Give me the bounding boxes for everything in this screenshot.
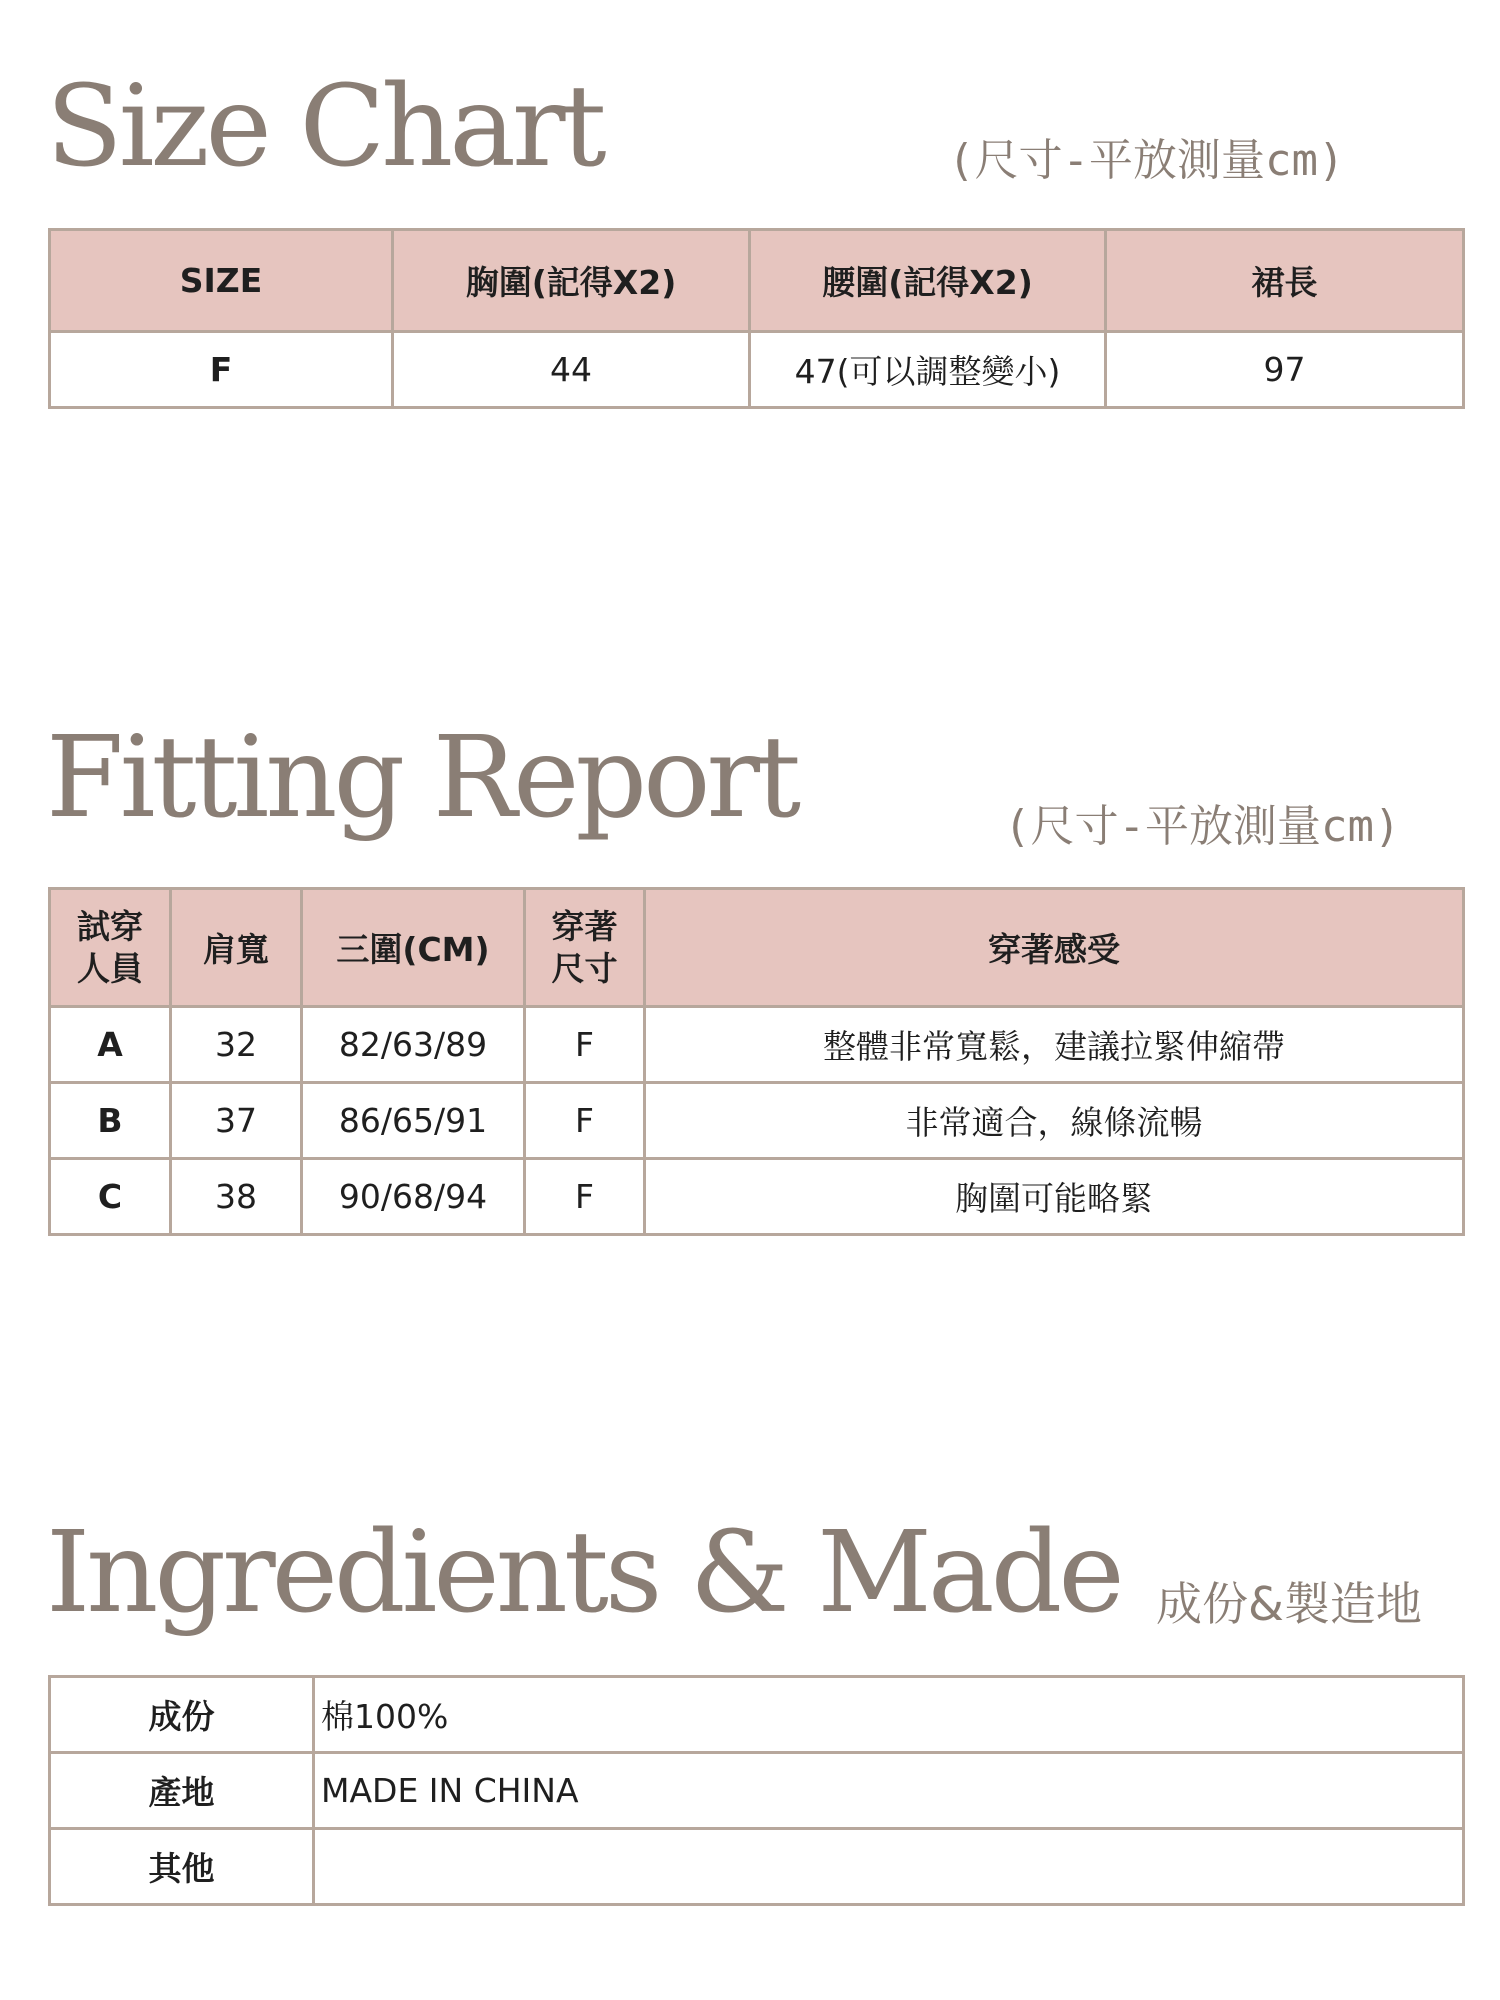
worn-size-cell: F bbox=[525, 1159, 645, 1235]
other-value bbox=[314, 1829, 1464, 1905]
feeling-cell: 胸圍可能略緊 bbox=[645, 1159, 1464, 1235]
person-cell: B bbox=[50, 1083, 171, 1159]
header-fitting-person bbox=[50, 889, 171, 1007]
table-row bbox=[50, 1159, 1464, 1235]
fitting-report-title: Fitting Report bbox=[46, 713, 798, 843]
material-value: 棉100% bbox=[314, 1677, 1464, 1753]
shoulder-cell: 37 bbox=[171, 1083, 302, 1159]
table-row bbox=[50, 1677, 1464, 1753]
header-worn-size bbox=[525, 889, 645, 1007]
size-value: F bbox=[50, 332, 393, 408]
skirt-length-value: 97 bbox=[1106, 332, 1464, 408]
size-chart-header-row bbox=[50, 230, 1464, 332]
table-row bbox=[50, 1007, 1464, 1083]
header-size: SIZE bbox=[50, 230, 393, 332]
measurements-cell: 90/68/94 bbox=[302, 1159, 525, 1235]
worn-size-cell: F bbox=[525, 1083, 645, 1159]
person-cell: A bbox=[50, 1007, 171, 1083]
worn-size-cell: F bbox=[525, 1007, 645, 1083]
table-row bbox=[50, 1753, 1464, 1829]
table-row bbox=[50, 1083, 1464, 1159]
header-worn-size-line2: 尺寸 bbox=[551, 948, 618, 988]
fitting-report-note: (尺寸-平放測量cm) bbox=[1004, 801, 1401, 852]
ingredients-title: Ingredients & Made bbox=[46, 1508, 1121, 1638]
header-shoulder: 肩寬 bbox=[171, 889, 302, 1007]
header-skirt-length: 裙長 bbox=[1106, 230, 1464, 332]
shoulder-cell: 32 bbox=[171, 1007, 302, 1083]
feeling-cell: 非常適合，線條流暢 bbox=[645, 1083, 1464, 1159]
size-chart-note: (尺寸-平放測量cm) bbox=[948, 135, 1345, 186]
shoulder-cell: 38 bbox=[171, 1159, 302, 1235]
ingredients-note: 成份&製造地 bbox=[1156, 1577, 1422, 1631]
bust-value: 44 bbox=[393, 332, 750, 408]
header-fitting-person-line1: 試穿 bbox=[77, 907, 143, 947]
header-bust: 胸圍(記得X2) bbox=[393, 230, 750, 332]
waist-value: 47(可以調整變小) bbox=[750, 332, 1106, 408]
origin-value: MADE IN CHINA bbox=[314, 1753, 1464, 1829]
origin-label: 產地 bbox=[50, 1753, 314, 1829]
size-chart-table bbox=[48, 228, 1465, 409]
other-label: 其他 bbox=[50, 1829, 314, 1905]
header-fitting-person-line2: 人員 bbox=[77, 948, 143, 988]
header-feeling: 穿著感受 bbox=[645, 889, 1464, 1007]
header-waist: 腰圍(記得X2) bbox=[750, 230, 1106, 332]
measurements-cell: 82/63/89 bbox=[302, 1007, 525, 1083]
table-row bbox=[50, 332, 1464, 408]
person-cell: C bbox=[50, 1159, 171, 1235]
size-chart-title: Size Chart bbox=[46, 62, 603, 192]
measurements-cell: 86/65/91 bbox=[302, 1083, 525, 1159]
feeling-cell: 整體非常寬鬆，建議拉緊伸縮帶 bbox=[645, 1007, 1464, 1083]
header-measurements: 三圍(CM) bbox=[302, 889, 525, 1007]
ingredients-table bbox=[48, 1675, 1465, 1906]
material-label: 成份 bbox=[50, 1677, 314, 1753]
table-row bbox=[50, 1829, 1464, 1905]
header-worn-size-line1: 穿著 bbox=[551, 907, 618, 947]
fitting-header-row bbox=[50, 889, 1464, 1007]
fitting-report-table bbox=[48, 887, 1465, 1236]
